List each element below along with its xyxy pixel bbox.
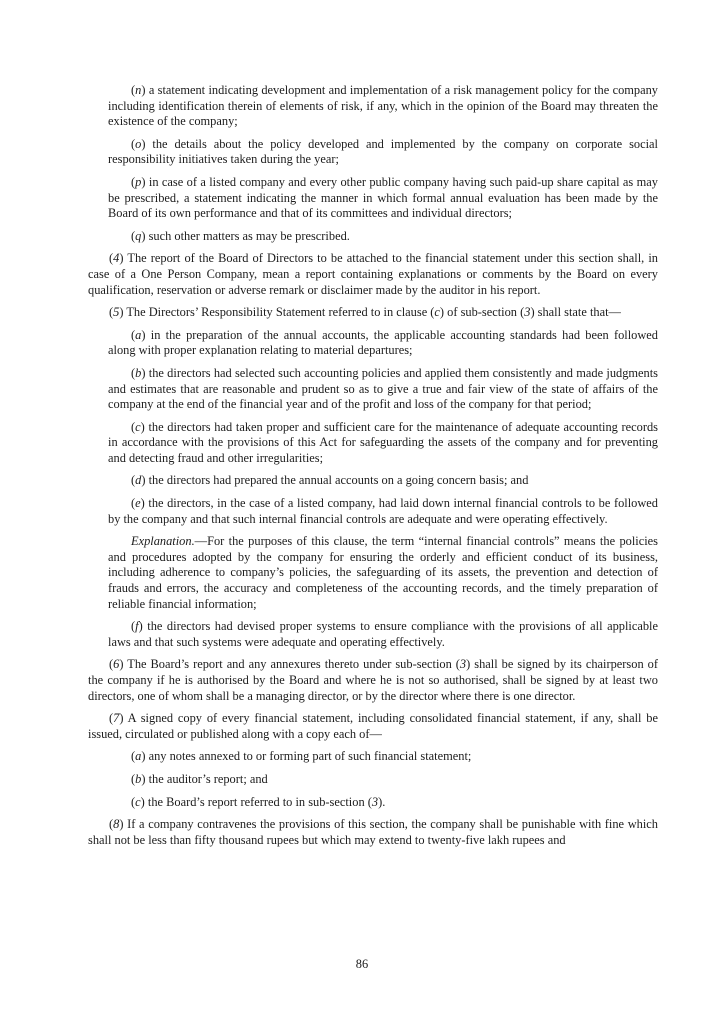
clause-f: (f) the directors had devised proper systems to ensure compliance with the provisions of all applicable laws and that such systems were adequate and operating effectively. xyxy=(108,619,658,649)
clause-d: (d) the directors had prepared the annual accounts on a going concern basis; and xyxy=(131,473,529,488)
document-body xyxy=(88,83,658,855)
clause-o: (o) the details about the policy developed and implemented by the company on corporate social responsibility initiatives taken during the year; xyxy=(108,136,658,167)
explanation-label: Explanation. xyxy=(131,534,195,549)
subsection-7: (7) A signed copy of every financial statement, including consolidated financial statement, if any, shall be issued, circulated or published along with a copy each of— xyxy=(88,711,658,741)
subsection-marker: 7 xyxy=(113,711,120,726)
clause-a: (a) in the preparation of the annual accounts, the applicable accounting standards had been followed along with proper explanation relating to material departures; xyxy=(108,327,658,358)
clause-marker: d xyxy=(135,473,142,488)
subsection-marker: 4 xyxy=(113,251,120,266)
subsection-4: (4) The report of the Board of Directors to be attached to the financial statement under this section shall, in case of a One Person Company, mean a report containing explanations or comments by the Board on every qualification, reservation or adverse remark or disclaimer made by the auditor in his report. xyxy=(88,251,658,297)
explanation: Explanation.—For the purposes of this clause, the term “internal financial controls” means the policies and procedures adopted by the company for ensuring the orderly and efficient conduct of its business, including adherence to company’s policies, the safeguarding of its assets, the prevention and detection of frauds and errors, the accuracy and completeness of the accounting records, and the timely preparation of reliable financial information; xyxy=(108,534,658,611)
subsection-8: (8) If a company contravenes the provisions of this section, the company shall be punishable with fine which shall not be less than fifty thousand rupees but which may extend to twenty-five lakh rupees and xyxy=(88,817,658,847)
clause-marker: n xyxy=(135,83,142,97)
clause-e: (e) the directors, in the case of a listed company, had laid down internal financial controls to be followed by the company and that such internal financial controls are adequate and were operating effectively. xyxy=(108,496,658,526)
clause-a-2: (a) any notes annexed to or forming part of such financial statement; xyxy=(131,749,472,764)
clause-marker: p xyxy=(135,174,142,189)
clause-marker: c xyxy=(135,794,141,809)
clause-marker: o xyxy=(135,136,142,151)
subsection-5: (5) The Directors’ Responsibility Statement referred to in clause (c) of sub-section (3) shall state that— xyxy=(109,305,621,320)
clause-marker: b xyxy=(135,771,142,786)
clause-marker: e xyxy=(135,496,141,511)
page-number: 86 xyxy=(355,957,369,971)
clause-marker: q xyxy=(135,228,142,243)
subsection-marker: 8 xyxy=(113,817,120,832)
clause-marker: a xyxy=(135,327,142,342)
clause-marker: a xyxy=(135,749,142,764)
clause-marker: c xyxy=(135,419,141,434)
clause-q: (q) such other matters as may be prescribed. xyxy=(131,228,350,243)
clause-p: (p) in case of a listed company and every other public company having such paid-up share capital as may be prescribed, a statement indicating the manner in which formal annual evaluation has been made by the Board of its own performance and that of its committees and individual directors; xyxy=(108,174,658,221)
clause-b-2: (b) the auditor’s report; and xyxy=(131,771,268,786)
clause-c: (c) the directors had taken proper and sufficient care for the maintenance of adequate accounting records in accordance with the provisions of this Act for safeguarding the assets of the company and for preventing and detecting fraud and other irregularities; xyxy=(108,419,658,465)
clause-b: (b) the directors had selected such accounting policies and applied them consistently and made judgments and estimates that are reasonable and prudent so as to give a true and fair view of the state of affairs of the company at the end of the financial year and of the profit and loss of the company for that period; xyxy=(108,365,658,412)
subsection-marker: 6 xyxy=(113,657,120,672)
clause-n: (n) a statement indicating development and implementation of a risk management policy for the company including identification therein of elements of risk, if any, which in the opinion of the Board may threaten the existence of the company; xyxy=(108,83,658,129)
clause-c-2: (c) the Board’s report referred to in sub-section (3). xyxy=(131,794,386,809)
clause-marker: f xyxy=(135,619,139,634)
subsection-6: (6) The Board’s report and any annexures thereto under sub-section (3) shall be signed by its chairperson of the company if he is authorised by the Board and where he is not so authorised, shall be signed by at least two directors, one of whom shall be a managing director, or by the director where there is one director. xyxy=(88,657,658,703)
subsection-marker: 5 xyxy=(113,305,120,320)
clause-marker: b xyxy=(135,365,142,380)
